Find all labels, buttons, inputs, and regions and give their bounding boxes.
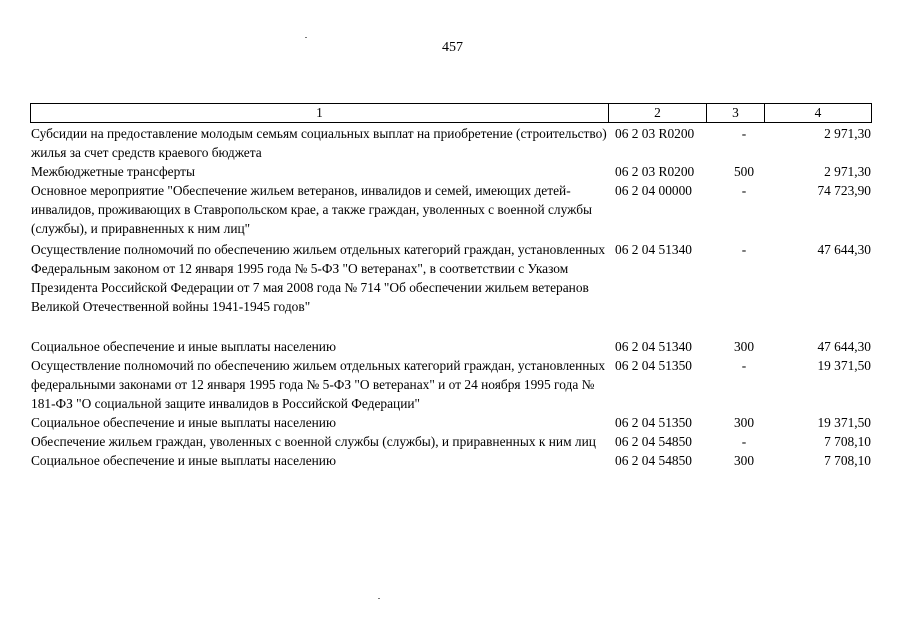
table-row [31, 181, 871, 238]
row-sum: 7 708,10 [824, 434, 871, 449]
header-col-4: 4 [765, 104, 872, 123]
row-code: 06 2 03 R0200 [615, 126, 695, 141]
row-type: - [741, 242, 747, 257]
row-code: 06 2 04 51350 [615, 415, 692, 430]
table-row [31, 337, 871, 356]
row-type: - [741, 183, 747, 198]
row-name: Субсидии на предоставление молодым семьям социальных выплат на приобретение (строительство) жилья за счет средств краевого бюджета [31, 126, 607, 160]
row-type: 500 [733, 164, 755, 179]
scan-speck [378, 598, 380, 599]
row-code: 06 2 03 R0200 [615, 164, 695, 179]
row-name: Социальное обеспечение и иные выплаты населению [31, 415, 336, 430]
row-name: Социальное обеспечение и иные выплаты населению [31, 453, 336, 468]
row-sum: 19 371,50 [817, 358, 871, 373]
table-row [31, 240, 871, 316]
table-row [31, 413, 871, 432]
row-code: 06 2 04 00000 [615, 183, 692, 198]
row-type: - [741, 126, 747, 141]
header-col-2: 2 [609, 104, 707, 123]
table-row [31, 451, 871, 470]
row-sum: 2 971,30 [824, 126, 871, 141]
scan-speck [305, 37, 307, 38]
row-type: 300 [733, 339, 755, 354]
row-code: 06 2 04 51340 [615, 339, 692, 354]
table-body [31, 124, 871, 470]
row-sum: 7 708,10 [824, 453, 871, 468]
header-col-3: 3 [707, 104, 765, 123]
page-number: 457 [442, 40, 463, 55]
row-type: - [741, 358, 747, 373]
row-type: 300 [733, 415, 755, 430]
row-name: Социальное обеспечение и иные выплаты населению [31, 339, 336, 354]
row-type: - [741, 434, 747, 449]
row-name: Межбюджетные трансферты [31, 164, 195, 179]
row-sum: 2 971,30 [824, 164, 871, 179]
row-name: Осуществление полномочий по обеспечению жильем отдельных категорий граждан, установленных федеральными законами от 12 января 1995 года № 5-ФЗ "О ветеранах" и от 24 ноября 1995 года № 181-ФЗ "О социальной защите инвалидов в Российской Федерации" [31, 358, 606, 411]
table-row [31, 356, 871, 413]
row-name: Основное мероприятие "Обеспечение жильем ветеранов, инвалидов и семей, имеющих детей-инвалидов, проживающих в Ставропольском крае, а также граждан, уволенных с военной службы (службы), и приравненных к ним лиц" [31, 183, 593, 236]
row-sum: 47 644,30 [817, 242, 871, 257]
row-code: 06 2 04 54850 [615, 434, 692, 449]
row-sum: 47 644,30 [817, 339, 871, 354]
table-row [31, 124, 871, 162]
row-sum: 19 371,50 [817, 415, 871, 430]
row-code: 06 2 04 54850 [615, 453, 692, 468]
row-code: 06 2 04 51350 [615, 358, 692, 373]
row-sum: 74 723,90 [817, 183, 871, 198]
table-row [31, 162, 871, 181]
row-code: 06 2 04 51340 [615, 242, 692, 257]
table-header [30, 103, 872, 123]
table-row [31, 432, 871, 451]
row-type: 300 [733, 453, 755, 468]
row-name: Осуществление полномочий по обеспечению жильем отдельных категорий граждан, установленных Федеральным законом от 12 января 1995 года № 5-ФЗ "О ветеранах", в соответствии с Указом Президента Российской Федерации от 7 мая 2008 года № 714 "Об обеспечении жильем ветеранов Великой Отечественной войны 1941-1945 годов" [31, 242, 606, 314]
row-name: Обеспечение жильем граждан, уволенных с военной службы (службы), и приравненных к ним лиц [31, 434, 596, 449]
header-col-1: 1 [31, 104, 609, 123]
